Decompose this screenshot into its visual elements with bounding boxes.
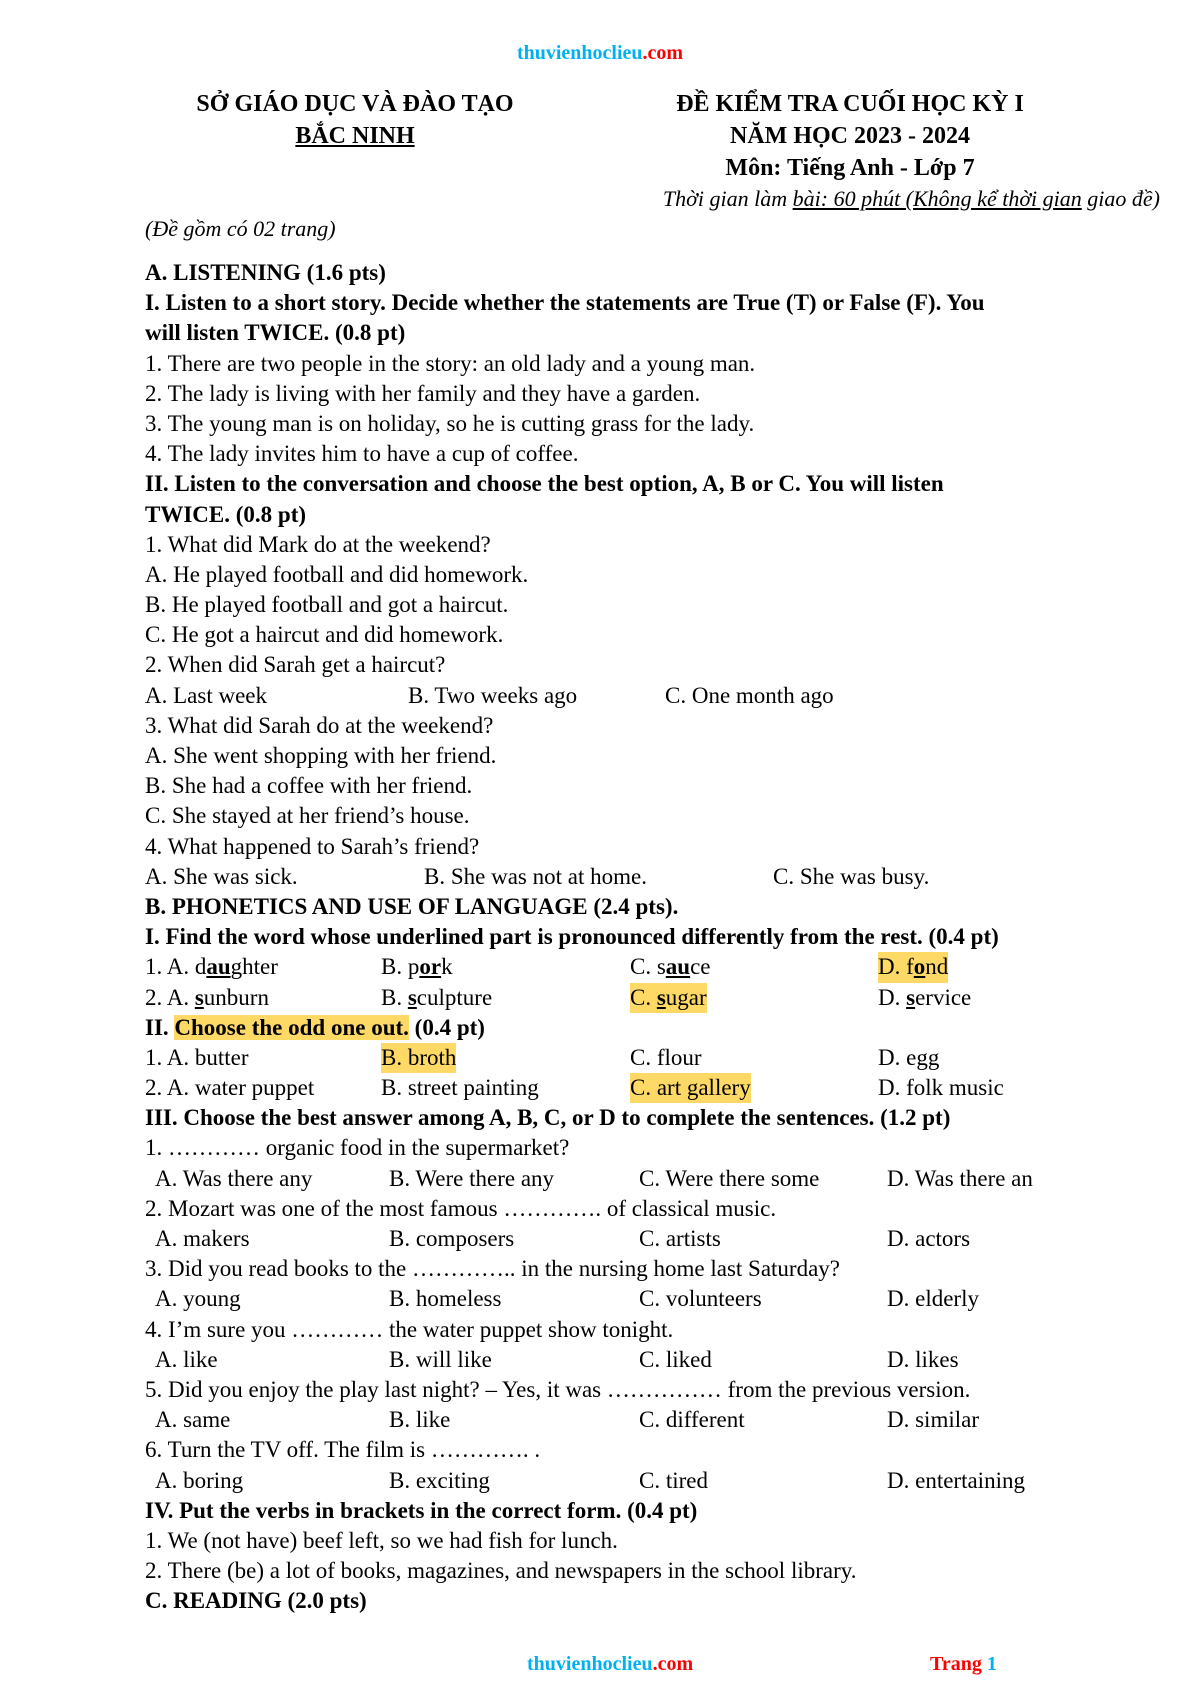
answer-option: 1. A. daughter (145, 954, 278, 980)
answer-option: 1. A. butter (145, 1044, 249, 1070)
answer-option: C. artists (639, 1226, 721, 1251)
answer-option: A. Last week (145, 682, 267, 708)
answer-option: 2. A. water puppet (145, 1075, 315, 1101)
answer-option: C. She stayed at her friend’s house. (145, 803, 470, 829)
answer-option: B. composers (389, 1226, 515, 1251)
exam-title: ĐỀ KIỂM TRA CUỐI HỌC KỲ I (676, 91, 1024, 117)
verb-item: 2. There (be) a lot of books, magazines, and newspapers in the school library. (145, 1558, 857, 1584)
options-row (145, 983, 1125, 1013)
question: 4. What happened to Sarah’s friend? (145, 833, 480, 859)
options-row (145, 1164, 1125, 1194)
answer-option: A. She went shopping with her friend. (145, 743, 497, 768)
part-instruction: II. Choose the odd one out. (0.4 pt) (145, 1014, 485, 1040)
question: 6. Turn the TV off. The film is …………. . (145, 1437, 541, 1463)
answer-option: C. different (639, 1407, 745, 1433)
options-row (145, 1345, 1125, 1375)
question: 1. ………… organic food in the supermarket? (145, 1135, 570, 1161)
exam-duration: Thời gian làm bài: 60 phút (Không kể thời gian giao đề) (662, 186, 1160, 211)
answer-option: B. Were there any (389, 1165, 555, 1191)
options-row (145, 681, 1125, 711)
highlighted-answer: C. art gallery (630, 1073, 751, 1103)
answer-option: 2. A. sunburn (145, 984, 269, 1010)
part-instruction: TWICE. (0.8 pt) (145, 501, 307, 527)
verb-item: 1. We (not have) beef left, so we had fish for lunch. (145, 1527, 618, 1553)
question: 2. When did Sarah get a haircut? (145, 652, 446, 678)
footer-site-link[interactable] (527, 1653, 693, 1676)
answer-option: A. boring (155, 1467, 244, 1493)
subject: Môn: Tiếng Anh - Lớp 7 (725, 155, 975, 181)
question: 1. What did Mark do at the weekend? (145, 531, 491, 557)
answer-option: D. folk music (878, 1075, 1004, 1101)
answer-option: B. She had a coffee with her friend. (145, 773, 473, 799)
answer-option: B. will like (389, 1346, 492, 1372)
answer-option: A. like (155, 1346, 218, 1372)
options-row (145, 1466, 1125, 1496)
part-instruction: I. Find the word whose underlined part is pronounced differently from the rest. (0.4 pt) (145, 924, 999, 950)
options-row (145, 1405, 1125, 1435)
answer-option: A. makers (155, 1226, 250, 1251)
answer-option: C. liked (639, 1346, 712, 1372)
highlighted-answer: D. fond (878, 952, 948, 982)
answer-option: D. elderly (887, 1286, 979, 1312)
answer-option: A. same (155, 1407, 231, 1433)
answer-option: C. volunteers (639, 1286, 762, 1312)
answer-option: B. pork (381, 954, 453, 980)
answer-option: D. entertaining (887, 1467, 1025, 1493)
options-row (145, 1224, 1125, 1254)
page-count-note: (Đề gồm có 02 trang) (145, 216, 336, 241)
options-row (145, 862, 1125, 892)
options-row (145, 952, 1125, 982)
answer-option: B. Two weeks ago (408, 682, 578, 708)
answer-option: C. sauce (630, 954, 711, 980)
province-name: BẮC NINH (295, 123, 415, 149)
part-instruction: I. Listen to a short story. Decide whether the statements are True (T) or False (F). You (145, 290, 985, 316)
question: 5. Did you enjoy the play last night? – Yes, it was …………… from the previous version. (145, 1376, 971, 1402)
department-name: SỞ GIÁO DỤC VÀ ĐÀO TẠO (196, 91, 514, 117)
question: 2. Mozart was one of the most famous …………. of classical music. (145, 1195, 777, 1221)
part-instruction: II. Listen to the conversation and choose the best option, A, B or C. You will listen (145, 471, 944, 497)
section-title-listening: A. LISTENING (1.6 pts) (145, 260, 386, 285)
answer-option: A. Was there any (155, 1165, 313, 1191)
exam-header (560, 88, 1140, 184)
answer-option: C. One month ago (665, 682, 834, 708)
answer-option: D. service (878, 984, 972, 1010)
answer-option: B. She was not at home. (424, 863, 647, 889)
highlighted-answer: B. broth (381, 1043, 456, 1073)
answer-option: C. Were there some (639, 1165, 820, 1191)
site-domain: .com (652, 1653, 694, 1675)
statement-item: 2. The lady is living with her family and they have a garden. (145, 380, 701, 406)
answer-option: A. She was sick. (145, 863, 298, 889)
part-instruction: III. Choose the best answer among A, B, C, or D to complete the sentences. (1.2 pt) (145, 1105, 951, 1131)
section-title-phonetics: B. PHONETICS AND USE OF LANGUAGE (2.4 pts). (145, 893, 679, 919)
question: 4. I’m sure you ………… the water puppet show tonight. (145, 1316, 674, 1342)
answer-option: B. He played football and got a haircut. (145, 592, 509, 618)
answer-option: C. flour (630, 1044, 702, 1070)
answer-option: A. young (155, 1286, 241, 1312)
question: 3. What did Sarah do at the weekend? (145, 712, 494, 738)
site-name: thuvienhoclieu (516, 42, 643, 64)
answer-option: B. homeless (389, 1286, 502, 1312)
answer-option: B. exciting (389, 1467, 490, 1493)
answer-option: D. actors (887, 1226, 971, 1251)
answer-option: A. He played football and did homework. (145, 561, 529, 587)
answer-option: B. street painting (381, 1075, 539, 1101)
question: 3. Did you read books to the ………….. in the nursing home last Saturday? (145, 1256, 841, 1282)
statement-item: 4. The lady invites him to have a cup of coffee. (145, 441, 579, 467)
site-name: thuvienhoclieu (527, 1653, 653, 1675)
exam-content (145, 258, 1125, 1616)
answer-option: D. likes (887, 1346, 959, 1372)
statement-item: 1. There are two people in the story: an old lady and a young man. (145, 350, 756, 376)
options-row (145, 1073, 1125, 1103)
answer-option: D. Was there an (887, 1165, 1033, 1191)
answer-option: B. like (389, 1407, 451, 1433)
header-site-link[interactable] (0, 42, 1200, 65)
page-number: Trang 1 (930, 1653, 997, 1675)
answer-option: C. He got a haircut and did homework. (145, 622, 504, 648)
site-domain: .com (642, 42, 684, 64)
options-row (145, 1043, 1125, 1073)
statement-item: 3. The young man is on holiday, so he is cutting grass for the lady. (145, 410, 755, 436)
answer-option: C. tired (639, 1467, 708, 1493)
answer-option: C. She was busy. (773, 863, 930, 889)
part-instruction: IV. Put the verbs in brackets in the correct form. (0.4 pt) (145, 1497, 698, 1523)
highlighted-answer: C. sugar (630, 983, 707, 1013)
answer-option: B. sculpture (381, 984, 493, 1010)
department-header (140, 88, 570, 152)
section-title-reading: C. READING (2.0 pts) (145, 1588, 367, 1614)
options-row (145, 1284, 1125, 1314)
answer-option: D. similar (887, 1407, 979, 1433)
answer-option: D. egg (878, 1044, 940, 1070)
part-instruction: will listen TWICE. (0.8 pt) (145, 320, 406, 346)
school-year: NĂM HỌC 2023 - 2024 (730, 123, 970, 149)
